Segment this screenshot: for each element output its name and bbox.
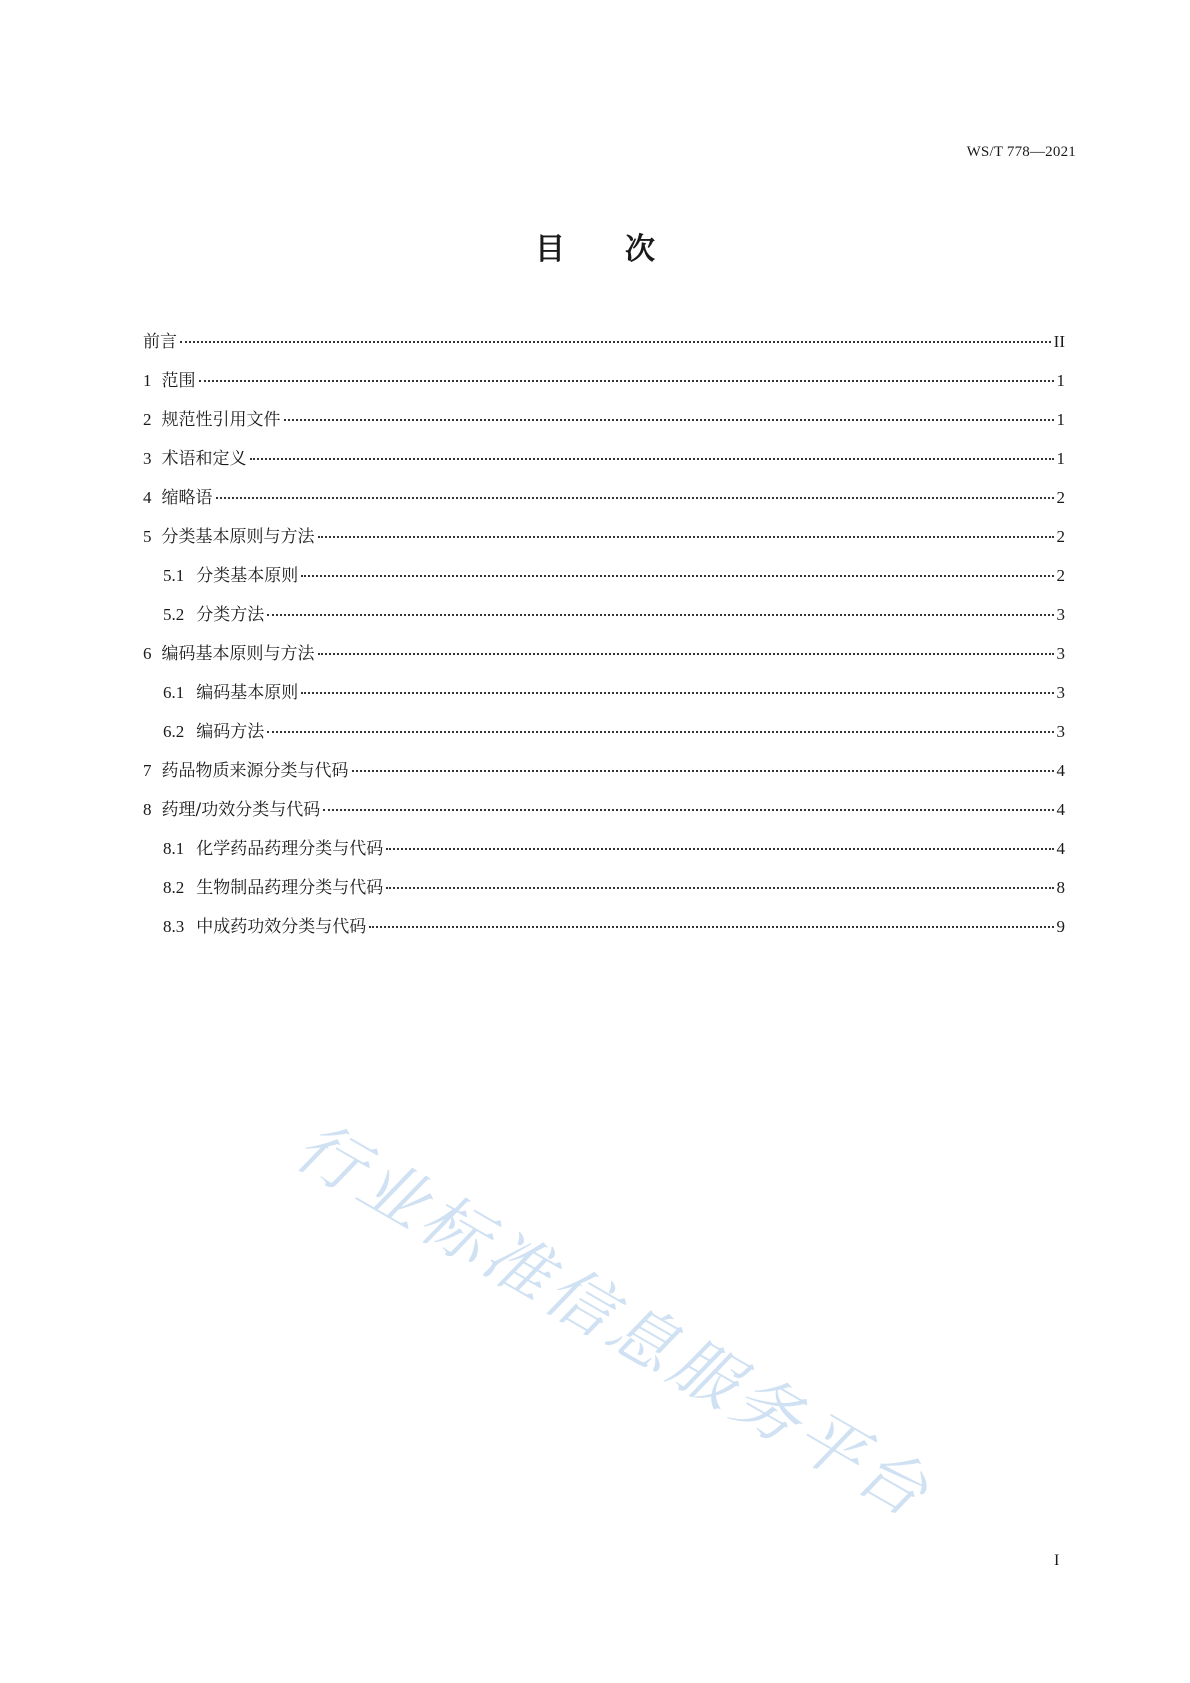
toc-dot-leader [284,419,1054,421]
toc-entry-page: 1 [1056,449,1065,468]
toc-entry-label [143,526,315,548]
page-number: I [1054,1552,1060,1569]
toc-entry-number: 8.2 [163,878,185,897]
toc-dot-leader [250,458,1054,460]
toc-entry-page: 2 [1056,488,1065,507]
toc-entry[interactable] [143,916,1065,955]
toc-dot-leader [267,614,1053,616]
toc-title-char-2: 次 [625,232,655,267]
toc-entry-page: 3 [1056,722,1065,741]
watermark: 行业标准信息服务平台 [282,1107,945,1535]
toc-entry-page: 2 [1056,527,1065,546]
toc-dot-leader [180,341,1051,343]
toc-entry-label [143,409,281,431]
toc-entry-number: 6 [143,644,152,663]
toc-entry-label [163,565,298,587]
toc-entry-label [143,370,196,392]
toc-entry-number: 8.3 [163,917,185,936]
toc-entry-text: 编码基本原则 [196,683,299,703]
toc-entry-text: 化学药品药理分类与代码 [196,839,384,859]
toc-entry-page: 4 [1056,761,1065,780]
toc-entry-page: 1 [1056,371,1065,390]
toc-entry-number: 5 [143,527,152,546]
toc-entry-text: 分类基本原则与方法 [161,527,315,547]
toc-entry-label [143,643,315,665]
toc-dot-leader [352,770,1054,772]
toc-entry-text: 药理/功效分类与代码 [161,800,321,820]
toc-entry-number: 5.2 [163,605,185,624]
toc-entry[interactable] [143,370,1065,409]
toc-entry-text: 药品物质来源分类与代码 [161,761,349,781]
toc-entry-text: 范围 [161,371,196,391]
toc-entry-number: 4 [143,488,152,507]
toc-entry-number: 5.1 [163,566,185,585]
toc-entry-label [163,838,383,860]
toc-entry[interactable] [143,331,1065,370]
toc-entry[interactable] [143,643,1065,682]
standard-code: WS/T 778—2021 [966,144,1076,160]
toc-entry-label [143,331,177,353]
toc-entry-number: 7 [143,761,152,780]
toc-dot-leader [301,692,1053,694]
toc-entry[interactable] [143,604,1065,643]
toc-entry-label [163,721,264,743]
toc-entry[interactable] [143,526,1065,565]
toc-entry[interactable] [143,838,1065,877]
toc-entry-label [143,448,247,470]
toc-entry-page: 3 [1056,683,1065,702]
toc-entry-text: 缩略语 [161,488,213,508]
toc-dot-leader [386,887,1053,889]
toc-dot-leader [323,809,1053,811]
toc-entry-page: 3 [1056,605,1065,624]
toc-entry-page: 3 [1056,644,1065,663]
toc-entry-text: 前言 [143,332,177,352]
toc-entry-label [163,877,383,899]
toc-entry-label [143,760,349,782]
toc-entry-label [163,604,264,626]
toc-entry-text: 中成药功效分类与代码 [196,917,367,937]
toc-dot-leader [369,926,1053,928]
toc-entry[interactable] [143,487,1065,526]
toc-dot-leader [267,731,1053,733]
toc-dot-leader [318,536,1054,538]
toc-entry-number: 6.2 [163,722,185,741]
toc-dot-leader [301,575,1053,577]
toc-entry[interactable] [143,760,1065,799]
toc-list [143,331,1065,955]
toc-entry[interactable] [143,682,1065,721]
toc-entry[interactable] [143,565,1065,604]
toc-dot-leader [199,380,1054,382]
toc-entry[interactable] [143,721,1065,760]
toc-entry-label [143,799,320,821]
toc-entry-page: 8 [1056,878,1065,897]
toc-dot-leader [386,848,1053,850]
toc-entry-text: 分类基本原则 [196,566,299,586]
toc-entry-number: 3 [143,449,152,468]
toc-entry-page: 4 [1056,839,1065,858]
toc-entry[interactable] [143,799,1065,838]
toc-dot-leader [318,653,1054,655]
toc-entry-text: 编码方法 [196,722,265,742]
toc-entry-page: 9 [1056,917,1065,936]
toc-entry-page: 4 [1056,800,1065,819]
toc-entry-label [143,487,213,509]
toc-entry[interactable] [143,877,1065,916]
toc-entry[interactable] [143,409,1065,448]
toc-entry-number: 6.1 [163,683,185,702]
toc-entry-label [163,682,298,704]
toc-entry-text: 分类方法 [196,605,265,625]
toc-entry-text: 生物制品药理分类与代码 [196,878,384,898]
toc-entry-number: 2 [143,410,152,429]
toc-entry-page: 1 [1056,410,1065,429]
toc-entry-label [163,916,366,938]
toc-entry-number: 8 [143,800,152,819]
toc-entry-text: 术语和定义 [161,449,247,469]
toc-title-char-1: 目 [535,232,565,267]
toc-entry-text: 编码基本原则与方法 [161,644,315,664]
toc-entry-number: 8.1 [163,839,185,858]
toc-entry-page: 2 [1056,566,1065,585]
toc-title [0,232,1190,268]
toc-entry[interactable] [143,448,1065,487]
toc-entry-number: 1 [143,371,152,390]
toc-dot-leader [216,497,1054,499]
toc-entry-text: 规范性引用文件 [161,410,281,430]
toc-entry-page: II [1053,332,1065,351]
